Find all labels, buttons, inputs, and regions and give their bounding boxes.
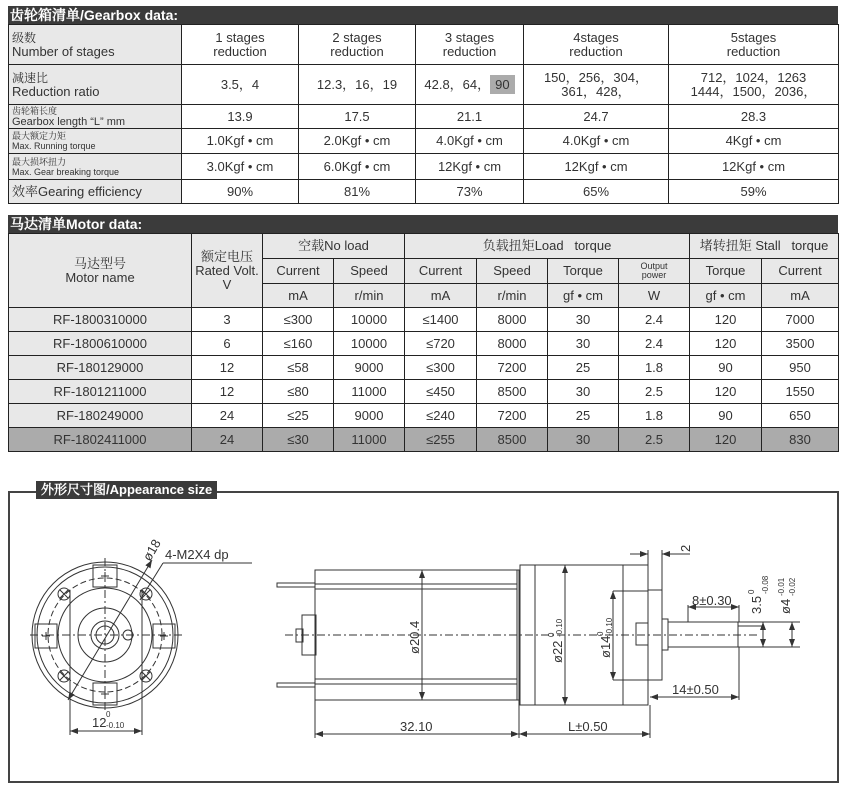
unit-nl-current: mA [263, 284, 334, 308]
ratio-1: 3.5，4 [182, 65, 299, 105]
col-output-power: Output power [619, 259, 690, 284]
dim-d22: ø22 [550, 640, 565, 663]
stall-torque-header: 堵转扭矩 Stall torque [690, 234, 839, 259]
length-5: 28.3 [669, 105, 839, 129]
motor-cell-volt: 12 [192, 356, 263, 380]
breaking-5: 12Kgf • cm [669, 154, 839, 180]
screw-top [93, 565, 117, 587]
dim-flat35-low: -0.08 [761, 575, 770, 594]
motor-cell-s-current: 1550 [762, 380, 839, 404]
dim-d4: ø4 [778, 598, 793, 614]
motor-cell-s-current: 650 [762, 404, 839, 428]
length-3: 21.1 [416, 105, 524, 129]
length-2: 17.5 [299, 105, 416, 129]
motor-cell-l-current: ≤450 [405, 380, 477, 404]
efficiency-3: 73% [416, 180, 524, 204]
motor-cell-nl-current: ≤80 [263, 380, 334, 404]
motor-cell-name: RF-1801211000 [9, 380, 192, 404]
motor-cell-l-speed: 8000 [477, 308, 548, 332]
motor-cell-s-current: 950 [762, 356, 839, 380]
col-s-torque: Torque [690, 259, 762, 284]
front-view [30, 558, 252, 735]
rated-volt-header: 额定电压 Rated Volt. V [192, 234, 263, 308]
motor-cell-power: 2.4 [619, 308, 690, 332]
efficiency-4: 65% [524, 180, 669, 204]
col-nl-speed: Speed [334, 259, 405, 284]
stages-2: 2 stages reduction [299, 25, 416, 65]
dim-flat35-up: 0 [747, 589, 756, 594]
unit-power: W [619, 284, 690, 308]
motor-cell-l-speed: 7200 [477, 356, 548, 380]
stages-3: 3 stages reduction [416, 25, 524, 65]
motor-cell-power: 1.8 [619, 404, 690, 428]
motor-cell-volt: 3 [192, 308, 263, 332]
motor-cell-volt: 6 [192, 332, 263, 356]
breaking-3: 12Kgf • cm [416, 154, 524, 180]
dim-d4-up: -0.01 [777, 577, 786, 596]
no-load-header: 空载No load [263, 234, 405, 259]
motor-cell-nl-speed: 10000 [334, 308, 405, 332]
motor-cell-name: RF-1802411000 [9, 428, 192, 452]
efficiency-2: 81% [299, 180, 416, 204]
motor-cell-nl-current: ≤300 [263, 308, 334, 332]
ratio-3-highlight: 90 [490, 75, 514, 94]
stages-5: 5stages reduction [669, 25, 839, 65]
motor-cell-power: 2.5 [619, 380, 690, 404]
unit-s-torque: gf • cm [690, 284, 762, 308]
unit-l-torque: gf • cm [548, 284, 619, 308]
motor-cell-s-current: 3500 [762, 332, 839, 356]
unit-l-current: mA [405, 284, 477, 308]
motor-cell-l-torque: 30 [548, 428, 619, 452]
dim-shaft14: 14±0.50 [672, 682, 719, 697]
dim-len32: 32.10 [400, 719, 433, 734]
motor-cell-s-torque: 120 [690, 308, 762, 332]
stages-1: 1 stages reduction [182, 25, 299, 65]
motor-cell-l-current: ≤240 [405, 404, 477, 428]
side-view [277, 550, 800, 738]
motor-cell-l-torque: 25 [548, 404, 619, 428]
unit-nl-speed: r/min [334, 284, 405, 308]
motor-cell-l-torque: 25 [548, 356, 619, 380]
motor-cell-l-torque: 30 [548, 308, 619, 332]
motor-cell-nl-speed: 9000 [334, 404, 405, 428]
motor-cell-l-current: ≤300 [405, 356, 477, 380]
motor-cell-nl-current: ≤30 [263, 428, 334, 452]
dim-flat8: 8±0.30 [692, 593, 732, 608]
motor-cell-volt: 24 [192, 428, 263, 452]
ratio-3-text: 42.8，64， [424, 76, 491, 92]
motor-cell-s-torque: 90 [690, 404, 762, 428]
dim-d14-low: -0.10 [605, 617, 614, 636]
running-1: 1.0Kgf • cm [182, 129, 299, 154]
efficiency-label: 效率Gearing efficiency [9, 180, 182, 204]
col-l-speed: Speed [477, 259, 548, 284]
col-l-torque: Torque [548, 259, 619, 284]
dim-two: 2 [678, 544, 693, 552]
dim-d4-low: -0.02 [788, 577, 797, 596]
col-l-current: Current [405, 259, 477, 284]
motor-section-title: 马达清单Motor data: [8, 215, 838, 233]
motor-cell-l-speed: 8500 [477, 380, 548, 404]
motor-cell-l-current: ≤255 [405, 428, 477, 452]
motor-cell-power: 1.8 [619, 356, 690, 380]
motor-cell-nl-speed: 11000 [334, 428, 405, 452]
motor-cell-power: 2.5 [619, 428, 690, 452]
running-4: 4.0Kgf • cm [524, 129, 669, 154]
motor-cell-name: RF-1800610000 [9, 332, 192, 356]
dim-d18: ø18 [139, 536, 164, 564]
motor-cell-s-torque: 120 [690, 428, 762, 452]
drawing-section-title: 外形尺寸图/Appearance size [36, 481, 217, 499]
motor-cell-l-speed: 8500 [477, 428, 548, 452]
gearbox-section-title: 齿轮箱清单/Gearbox data: [8, 6, 838, 24]
breaking-2: 6.0Kgf • cm [299, 154, 416, 180]
ratio-5: 712，1024，1263 1444，1500，2036， [669, 65, 839, 105]
col-nl-current: Current [263, 259, 334, 284]
breaking-1: 3.0Kgf • cm [182, 154, 299, 180]
running-3: 4.0Kgf • cm [416, 129, 524, 154]
screw-right [153, 624, 175, 648]
length-label: 齿轮箱长度 Gearbox length “L” mm [9, 105, 182, 129]
motor-cell-volt: 12 [192, 380, 263, 404]
motor-cell-nl-current: ≤58 [263, 356, 334, 380]
motor-cell-name: RF-180129000 [9, 356, 192, 380]
dim-d14-up: 0 [596, 631, 605, 636]
dim-d22-low: -0.10 [555, 618, 564, 637]
motor-cell-l-current: ≤1400 [405, 308, 477, 332]
breaking-label: 最大损坏扭力 Max. Gear breaking torque [9, 154, 182, 180]
motor-cell-s-current: 7000 [762, 308, 839, 332]
motor-cell-s-torque: 90 [690, 356, 762, 380]
dim-flat35: 3.5 [749, 595, 764, 614]
running-2: 2.0Kgf • cm [299, 129, 416, 154]
motor-name-header: 马达型号 Motor name [9, 234, 192, 308]
breaking-4: 12Kgf • cm [524, 154, 669, 180]
ratio-4: 150，256，304， 361，428， [524, 65, 669, 105]
stages-4: 4stages reduction [524, 25, 669, 65]
dim-w12-low: -0.10 [106, 721, 125, 730]
efficiency-1: 90% [182, 180, 299, 204]
motor-cell-nl-current: ≤25 [263, 404, 334, 428]
running-5: 4Kgf • cm [669, 129, 839, 154]
motor-cell-name: RF-1800310000 [9, 308, 192, 332]
motor-cell-nl-speed: 10000 [334, 332, 405, 356]
length-1: 13.9 [182, 105, 299, 129]
efficiency-5: 59% [669, 180, 839, 204]
unit-s-current: mA [762, 284, 839, 308]
stages-label: 级数 Number of stages [9, 25, 182, 65]
motor-cell-l-torque: 30 [548, 332, 619, 356]
dim-holes: 4-M2X4 dp [165, 547, 229, 562]
motor-cell-nl-speed: 11000 [334, 380, 405, 404]
dim-d20: ø20.4 [407, 620, 422, 654]
running-label: 最大额定力矩 Max. Running torque [9, 129, 182, 154]
motor-cell-volt: 24 [192, 404, 263, 428]
ratio-2: 12.3，16，19 [299, 65, 416, 105]
motor-cell-l-speed: 8000 [477, 332, 548, 356]
motor-cell-power: 2.4 [619, 332, 690, 356]
dim-d14: ø14 [598, 635, 613, 658]
dim-d22-up: 0 [547, 632, 556, 637]
ratio-label: 减速比 Reduction ratio [9, 65, 182, 105]
col-s-current: Current [762, 259, 839, 284]
load-torque-header: 负载扭矩Load torque [405, 234, 690, 259]
motor-cell-name: RF-180249000 [9, 404, 192, 428]
motor-cell-l-current: ≤720 [405, 332, 477, 356]
dim-len-l: L±0.50 [568, 719, 608, 734]
motor-cell-nl-speed: 9000 [334, 356, 405, 380]
motor-cell-nl-current: ≤160 [263, 332, 334, 356]
unit-l-speed: r/min [477, 284, 548, 308]
motor-cell-l-torque: 30 [548, 380, 619, 404]
screw-left [35, 624, 57, 648]
dim-w12: 12 [92, 715, 107, 730]
dim-w12-up: 0 [106, 710, 111, 719]
motor-cell-s-torque: 120 [690, 380, 762, 404]
motor-cell-s-current: 830 [762, 428, 839, 452]
motor-cell-l-speed: 7200 [477, 404, 548, 428]
length-4: 24.7 [524, 105, 669, 129]
motor-cell-s-torque: 120 [690, 332, 762, 356]
